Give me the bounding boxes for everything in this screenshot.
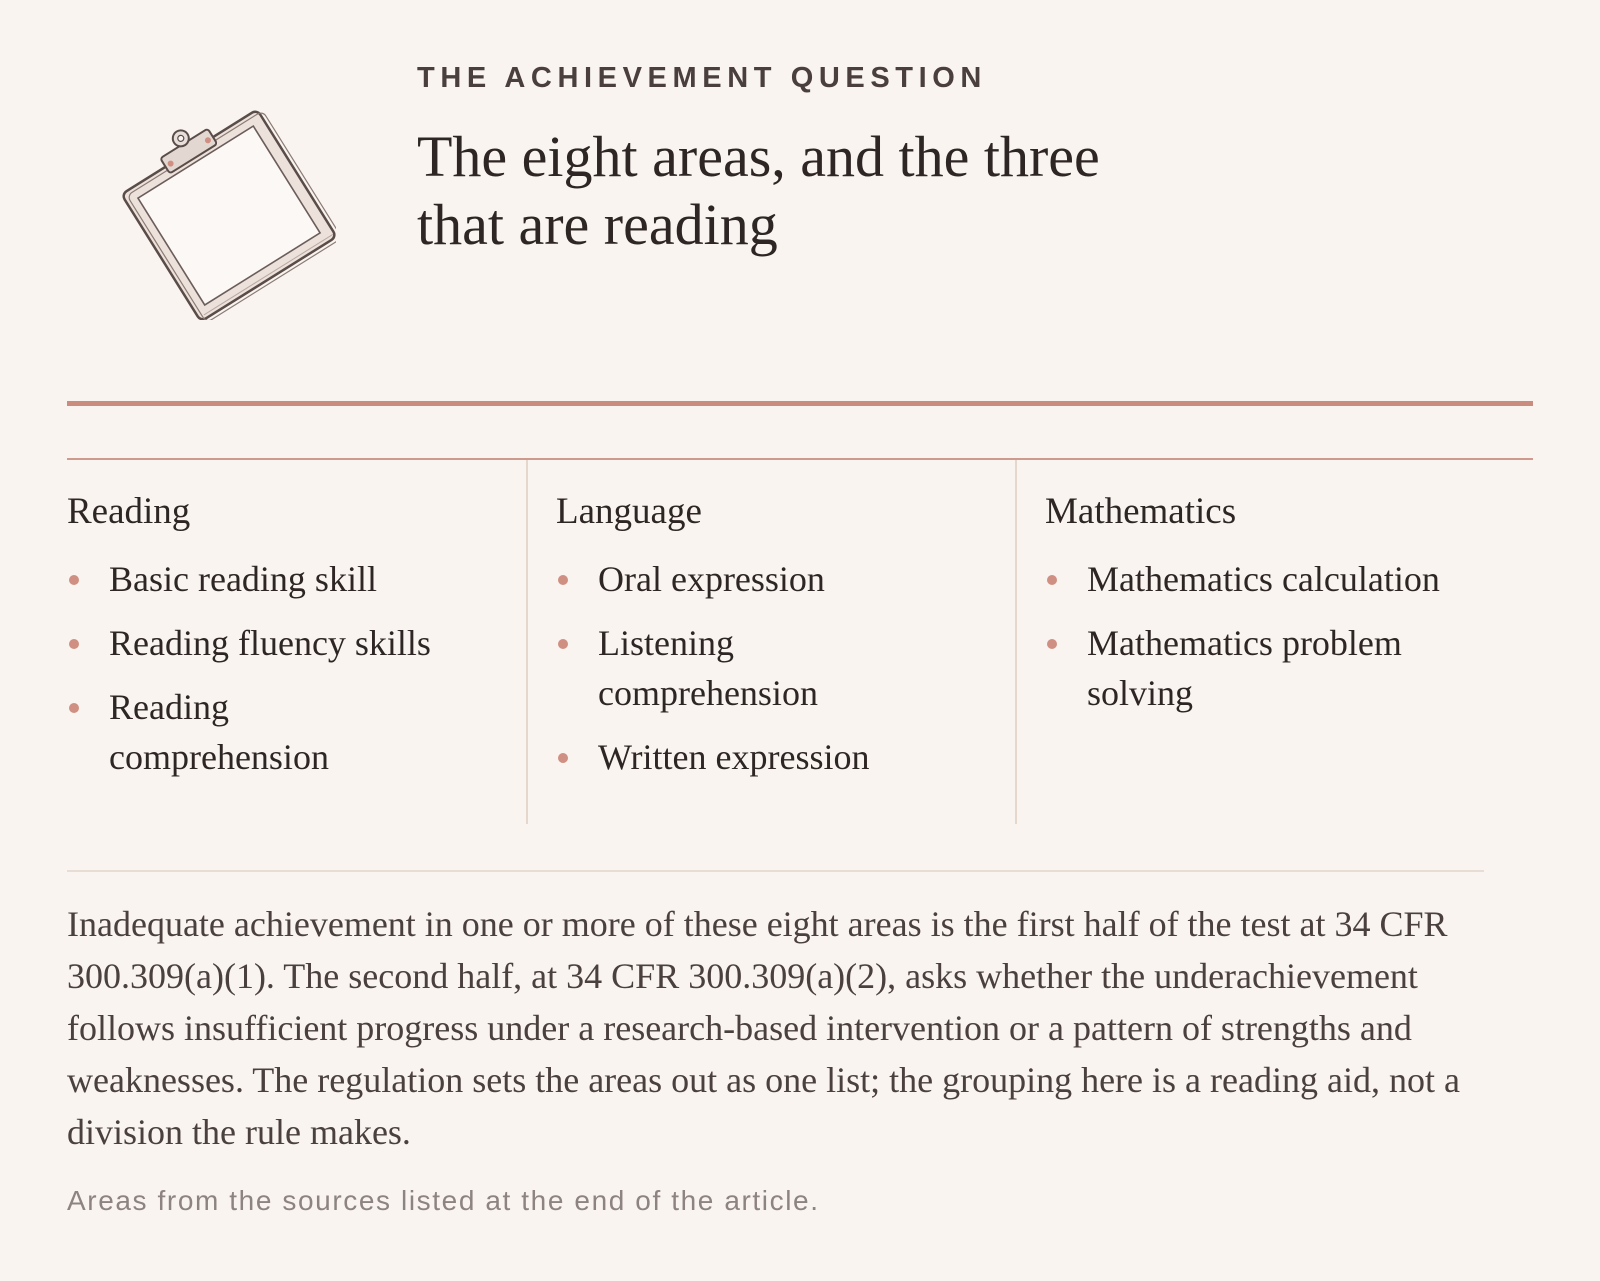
column-heading: Language bbox=[556, 491, 702, 532]
list-item-label: Mathematics calculation bbox=[1087, 559, 1440, 599]
area-list bbox=[556, 554, 1015, 782]
section-eyebrow: THE ACHIEVEMENT QUESTION bbox=[417, 62, 987, 94]
list-item bbox=[67, 554, 526, 604]
bullet-dot bbox=[558, 575, 568, 585]
area-list bbox=[1045, 554, 1533, 718]
clipboard-illustration bbox=[86, 110, 336, 320]
section-divider bbox=[67, 870, 1484, 872]
list-item-label: Mathematics problem solving bbox=[1087, 623, 1402, 713]
area-column-reading bbox=[67, 460, 526, 824]
explanation-paragraph: Inadequate achievement in one or more of these eight areas is the first half of the test at 34 CFR 300.309(a)(1). The second half, at 34 CFR 300.309(a)(2), asks whether the underachievement follows insufficient progress under a research-based intervention or a pattern of strengths and weaknesses. The regulation sets the areas out as one list; the grouping here is a reading aid, not a division the rule makes. bbox=[67, 904, 1460, 1152]
bullet-dot bbox=[558, 753, 568, 763]
list-item bbox=[556, 732, 1015, 782]
list-item-label: Listening comprehension bbox=[598, 623, 818, 713]
list-item-label: Oral expression bbox=[598, 559, 825, 599]
list-item bbox=[67, 682, 409, 782]
list-item bbox=[1045, 554, 1533, 604]
page-title: The eight areas, and the three that are reading bbox=[417, 124, 1100, 257]
area-column-mathematics bbox=[1015, 460, 1533, 824]
list-item-label: Reading fluency skills bbox=[109, 623, 431, 663]
bullet-dot bbox=[69, 639, 79, 649]
area-list bbox=[67, 554, 526, 782]
area-column-language bbox=[526, 460, 1015, 824]
column-heading: Mathematics bbox=[1045, 491, 1237, 532]
list-item-label: Written expression bbox=[598, 737, 870, 777]
list-item bbox=[1045, 618, 1487, 718]
list-item bbox=[556, 618, 898, 718]
list-item bbox=[556, 554, 1015, 604]
clipboard-icon bbox=[86, 110, 336, 320]
bullet-dot bbox=[69, 703, 79, 713]
bullet-dot bbox=[69, 575, 79, 585]
bullet-dot bbox=[1047, 639, 1057, 649]
bullet-dot bbox=[558, 639, 568, 649]
bullet-dot bbox=[1047, 575, 1057, 585]
accent-divider bbox=[67, 401, 1533, 406]
list-item-label: Basic reading skill bbox=[109, 559, 377, 599]
list-item-label: Reading comprehension bbox=[109, 687, 329, 777]
source-note: Areas from the sources listed at the end of the article. bbox=[67, 1185, 820, 1216]
list-item bbox=[67, 618, 526, 668]
column-heading: Reading bbox=[67, 491, 191, 532]
